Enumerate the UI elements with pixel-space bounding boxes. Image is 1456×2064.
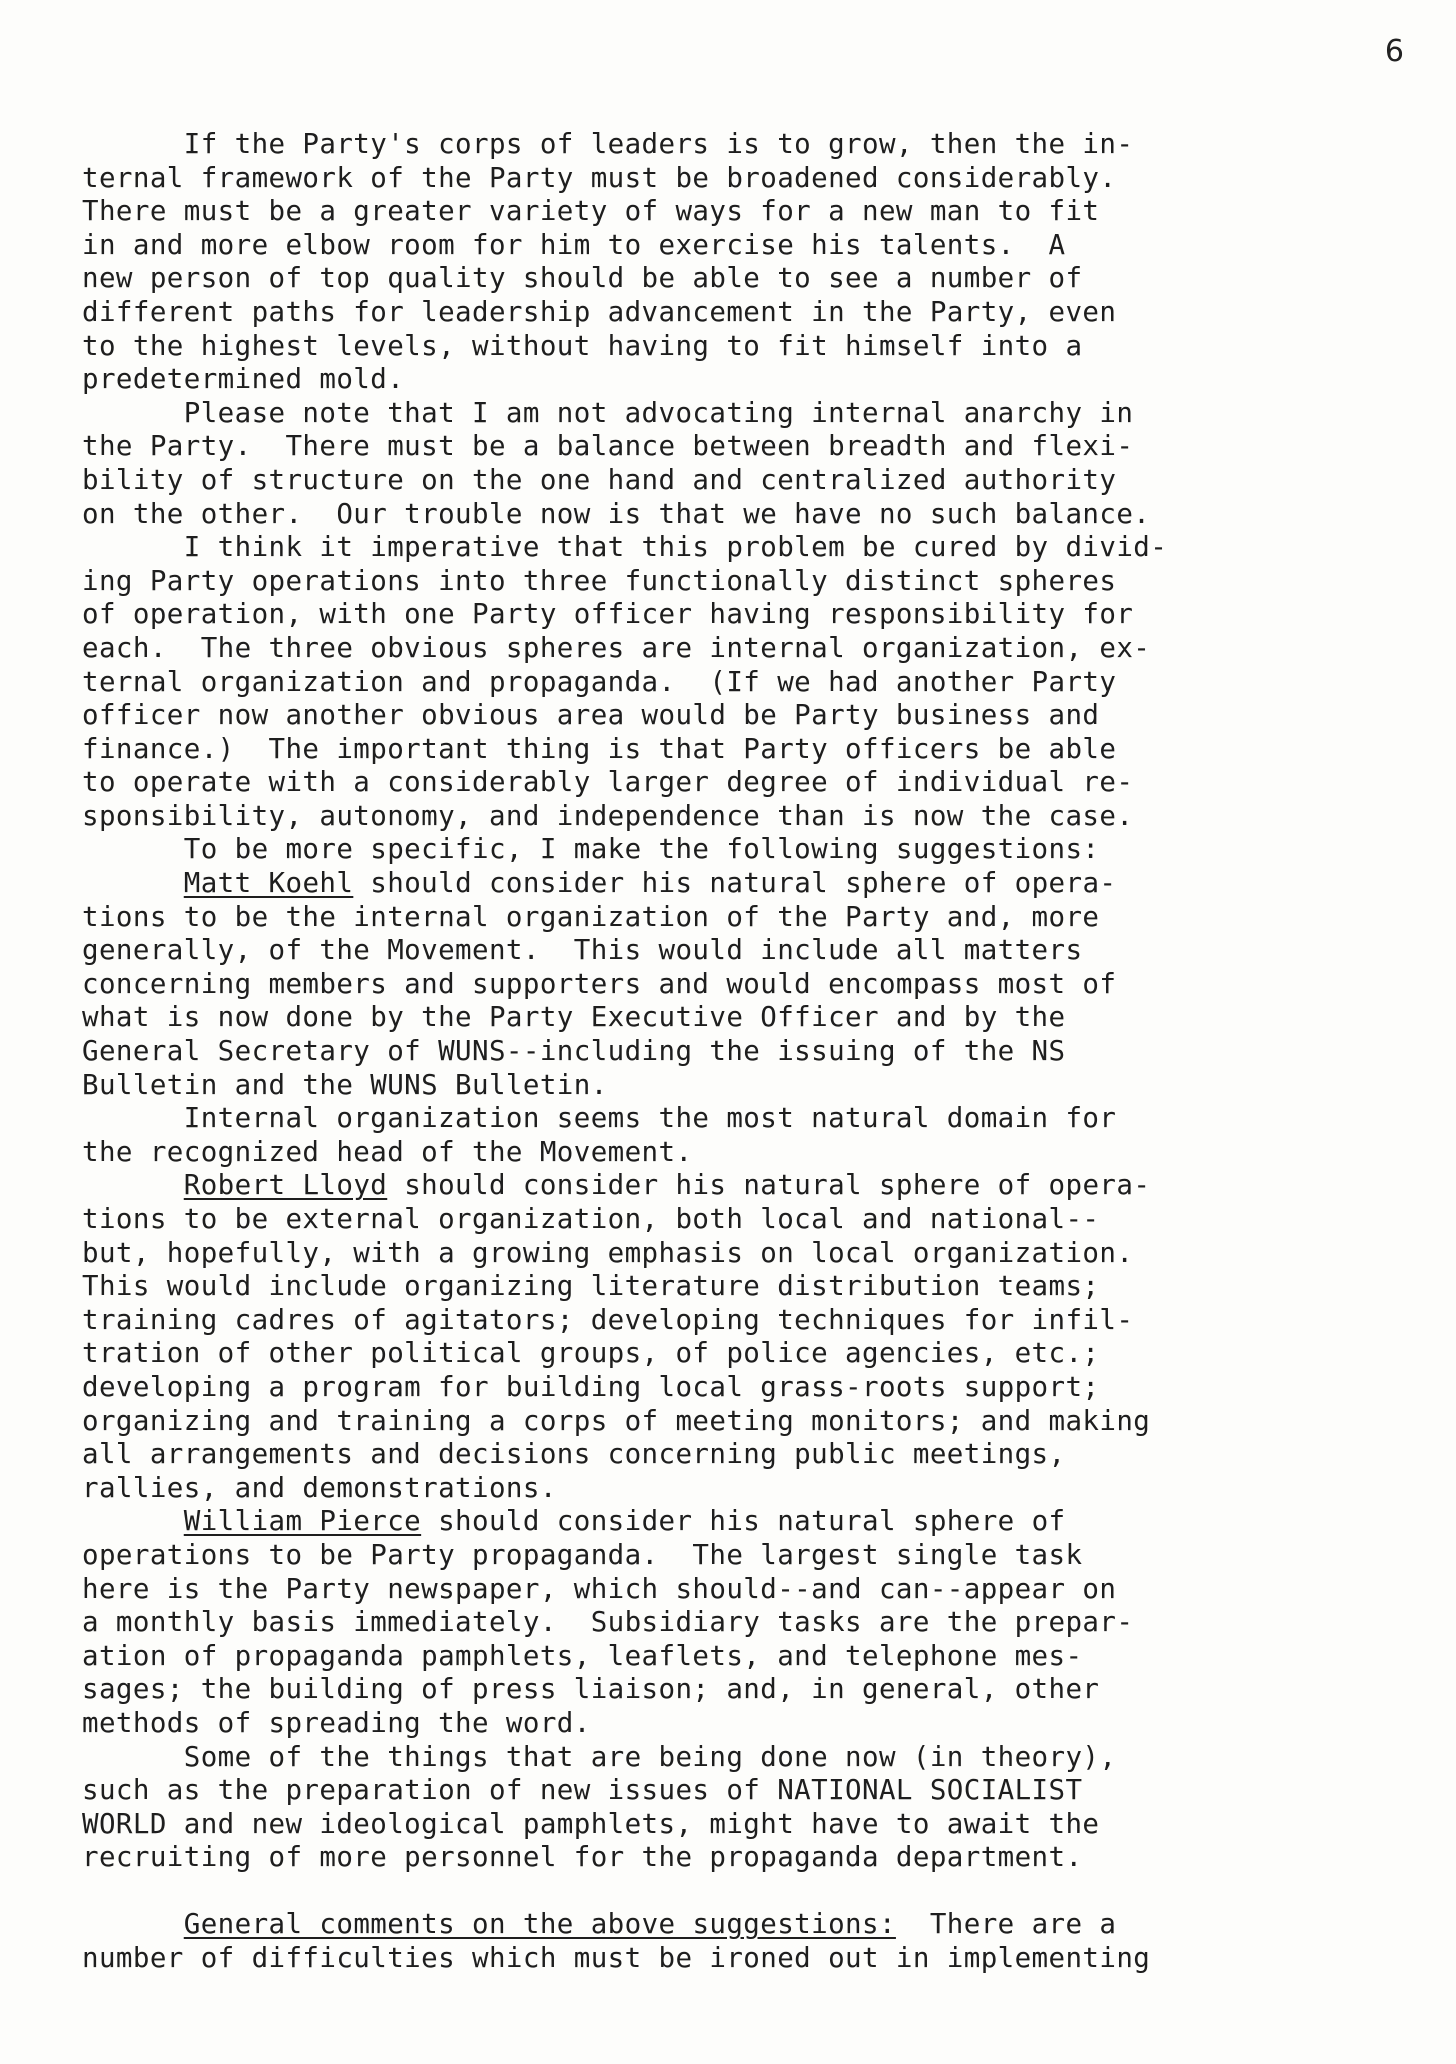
text-line: officer now another obvious area would be Party business and (82, 699, 1100, 732)
text-line: Internal organization seems the most natural domain for (82, 1102, 1117, 1135)
text-line: ternal organization and propaganda. (If we had another Party (82, 665, 1117, 698)
text-line: different paths for leadership advancement in the Party, even (82, 295, 1117, 328)
general-comments-paragraph (82, 1908, 1372, 1975)
text-line: of operation, with one Party officer having responsibility for (82, 598, 1134, 631)
typed-letter-body (82, 128, 1372, 1976)
text-line: recruiting of more personnel for the propaganda department. (82, 1841, 1083, 1874)
koehl-first-line (82, 867, 1372, 901)
text-line: to operate with a considerably larger degree of individual re- (82, 766, 1134, 799)
lloyd-first-line (82, 1169, 1372, 1203)
page-number: 6 (1384, 34, 1404, 69)
text-line: on the other. Our trouble now is that we have no such balance. (82, 497, 1151, 530)
general-comments-first-line (82, 1908, 1372, 1942)
text-line: organizing and training a corps of meeting monitors; and making (82, 1404, 1151, 1437)
text-line: such as the preparation of new issues of NATIONAL SOCIALIST (82, 1774, 1083, 1807)
text-line: generally, of the Movement. This would include all matters (82, 934, 1083, 967)
pierce-lines (82, 1539, 1372, 1875)
pierce-paragraph (82, 1505, 1372, 1875)
general-comments-lines (82, 1942, 1372, 1976)
text-line: rallies, and demonstrations. (82, 1471, 557, 1504)
text-line: ation of propaganda pamphlets, leaflets, and telephone mes- (82, 1639, 1083, 1672)
text-line: General Secretary of WUNS--including the issuing of the NS (82, 1035, 1066, 1068)
koehl-paragraph (82, 867, 1372, 1169)
pierce-name: William Pierce (183, 1505, 422, 1538)
text-line: the Party. There must be a balance between breadth and flexi- (82, 430, 1134, 463)
general-comments-first-line-rest: There are a (895, 1908, 1117, 1941)
text-line: ternal framework of the Party must be broadened considerably. (82, 161, 1117, 194)
text-line: number of difficulties which must be ironed out in implementing (82, 1942, 1151, 1975)
text-line: This would include organizing literature distribution teams; (82, 1270, 1100, 1303)
text-line: predetermined mold. (82, 363, 405, 396)
text-line: all arrangements and decisions concerning public meetings, (82, 1438, 1066, 1471)
text-line: I think it imperative that this problem be cured by divid- (82, 531, 1168, 564)
text-line: ing Party operations into three functionally distinct spheres (82, 564, 1117, 597)
intro-paragraphs (82, 128, 1372, 867)
pierce-first-line (82, 1505, 1372, 1539)
text-line: sponsibility, autonomy, and independence than is now the case. (82, 799, 1134, 832)
blank-line (82, 1875, 1372, 1909)
lloyd-first-line-rest: should consider his natural sphere of opera- (387, 1169, 1151, 1202)
text-line: WORLD and new ideological pamphlets, might have to await the (82, 1807, 1100, 1840)
text-line: Bulletin and the WUNS Bulletin. (82, 1068, 608, 1101)
text-line: training cadres of agitators; developing techniques for infil- (82, 1303, 1134, 1336)
text-line: finance.) The important thing is that Party officers be able (82, 732, 1117, 765)
lloyd-lines (82, 1203, 1372, 1505)
text-line: the recognized head of the Movement. (82, 1135, 693, 1168)
text-line: here is the Party newspaper, which should--and can--appear on (82, 1572, 1117, 1605)
text-line: but, hopefully, with a growing emphasis on local organization. (82, 1236, 1134, 1269)
text-line: a monthly basis immediately. Subsidiary tasks are the prepar- (82, 1606, 1134, 1639)
text-line: what is now done by the Party Executive Officer and by the (82, 1001, 1066, 1034)
general-comments-heading: General comments on the above suggestions: (183, 1908, 896, 1941)
koehl-first-line-rest: should consider his natural sphere of opera- (353, 867, 1117, 900)
text-line: each. The three obvious spheres are internal organization, ex- (82, 631, 1151, 664)
text-line: tions to be the internal organization of the Party and, more (82, 900, 1100, 933)
text-line: sages; the building of press liaison; and, in general, other (82, 1673, 1100, 1706)
text-line: methods of spreading the word. (82, 1706, 591, 1739)
text-line: new person of top quality should be able to see a number of (82, 262, 1083, 295)
text-line: Some of the things that are being done now (in theory), (82, 1740, 1117, 1773)
lloyd-paragraph (82, 1169, 1372, 1505)
text-line: If the Party's corps of leaders is to grow, then the in- (82, 128, 1134, 160)
text-line: in and more elbow room for him to exercise his talents. A (82, 228, 1066, 261)
text-line: concerning members and supporters and would encompass most of (82, 967, 1117, 1000)
text-line: Please note that I am not advocating internal anarchy in (82, 396, 1134, 429)
text-line: bility of structure on the one hand and centralized authority (82, 463, 1117, 496)
text-line: developing a program for building local grass-roots support; (82, 1370, 1100, 1403)
text-line: There must be a greater variety of ways for a new man to fit (82, 195, 1100, 228)
text-line: operations to be Party propaganda. The largest single task (82, 1538, 1083, 1571)
lloyd-name: Robert Lloyd (183, 1169, 388, 1202)
text-line: To be more specific, I make the following suggestions: (82, 833, 1100, 866)
text-line: tration of other political groups, of police agencies, etc.; (82, 1337, 1100, 1370)
text-line: tions to be external organization, both local and national-- (82, 1203, 1100, 1235)
text-line: to the highest levels, without having to fit himself into a (82, 329, 1083, 362)
pierce-first-line-rest: should consider his natural sphere of (421, 1505, 1066, 1538)
koehl-name: Matt Koehl (183, 867, 354, 900)
koehl-lines (82, 901, 1372, 1170)
